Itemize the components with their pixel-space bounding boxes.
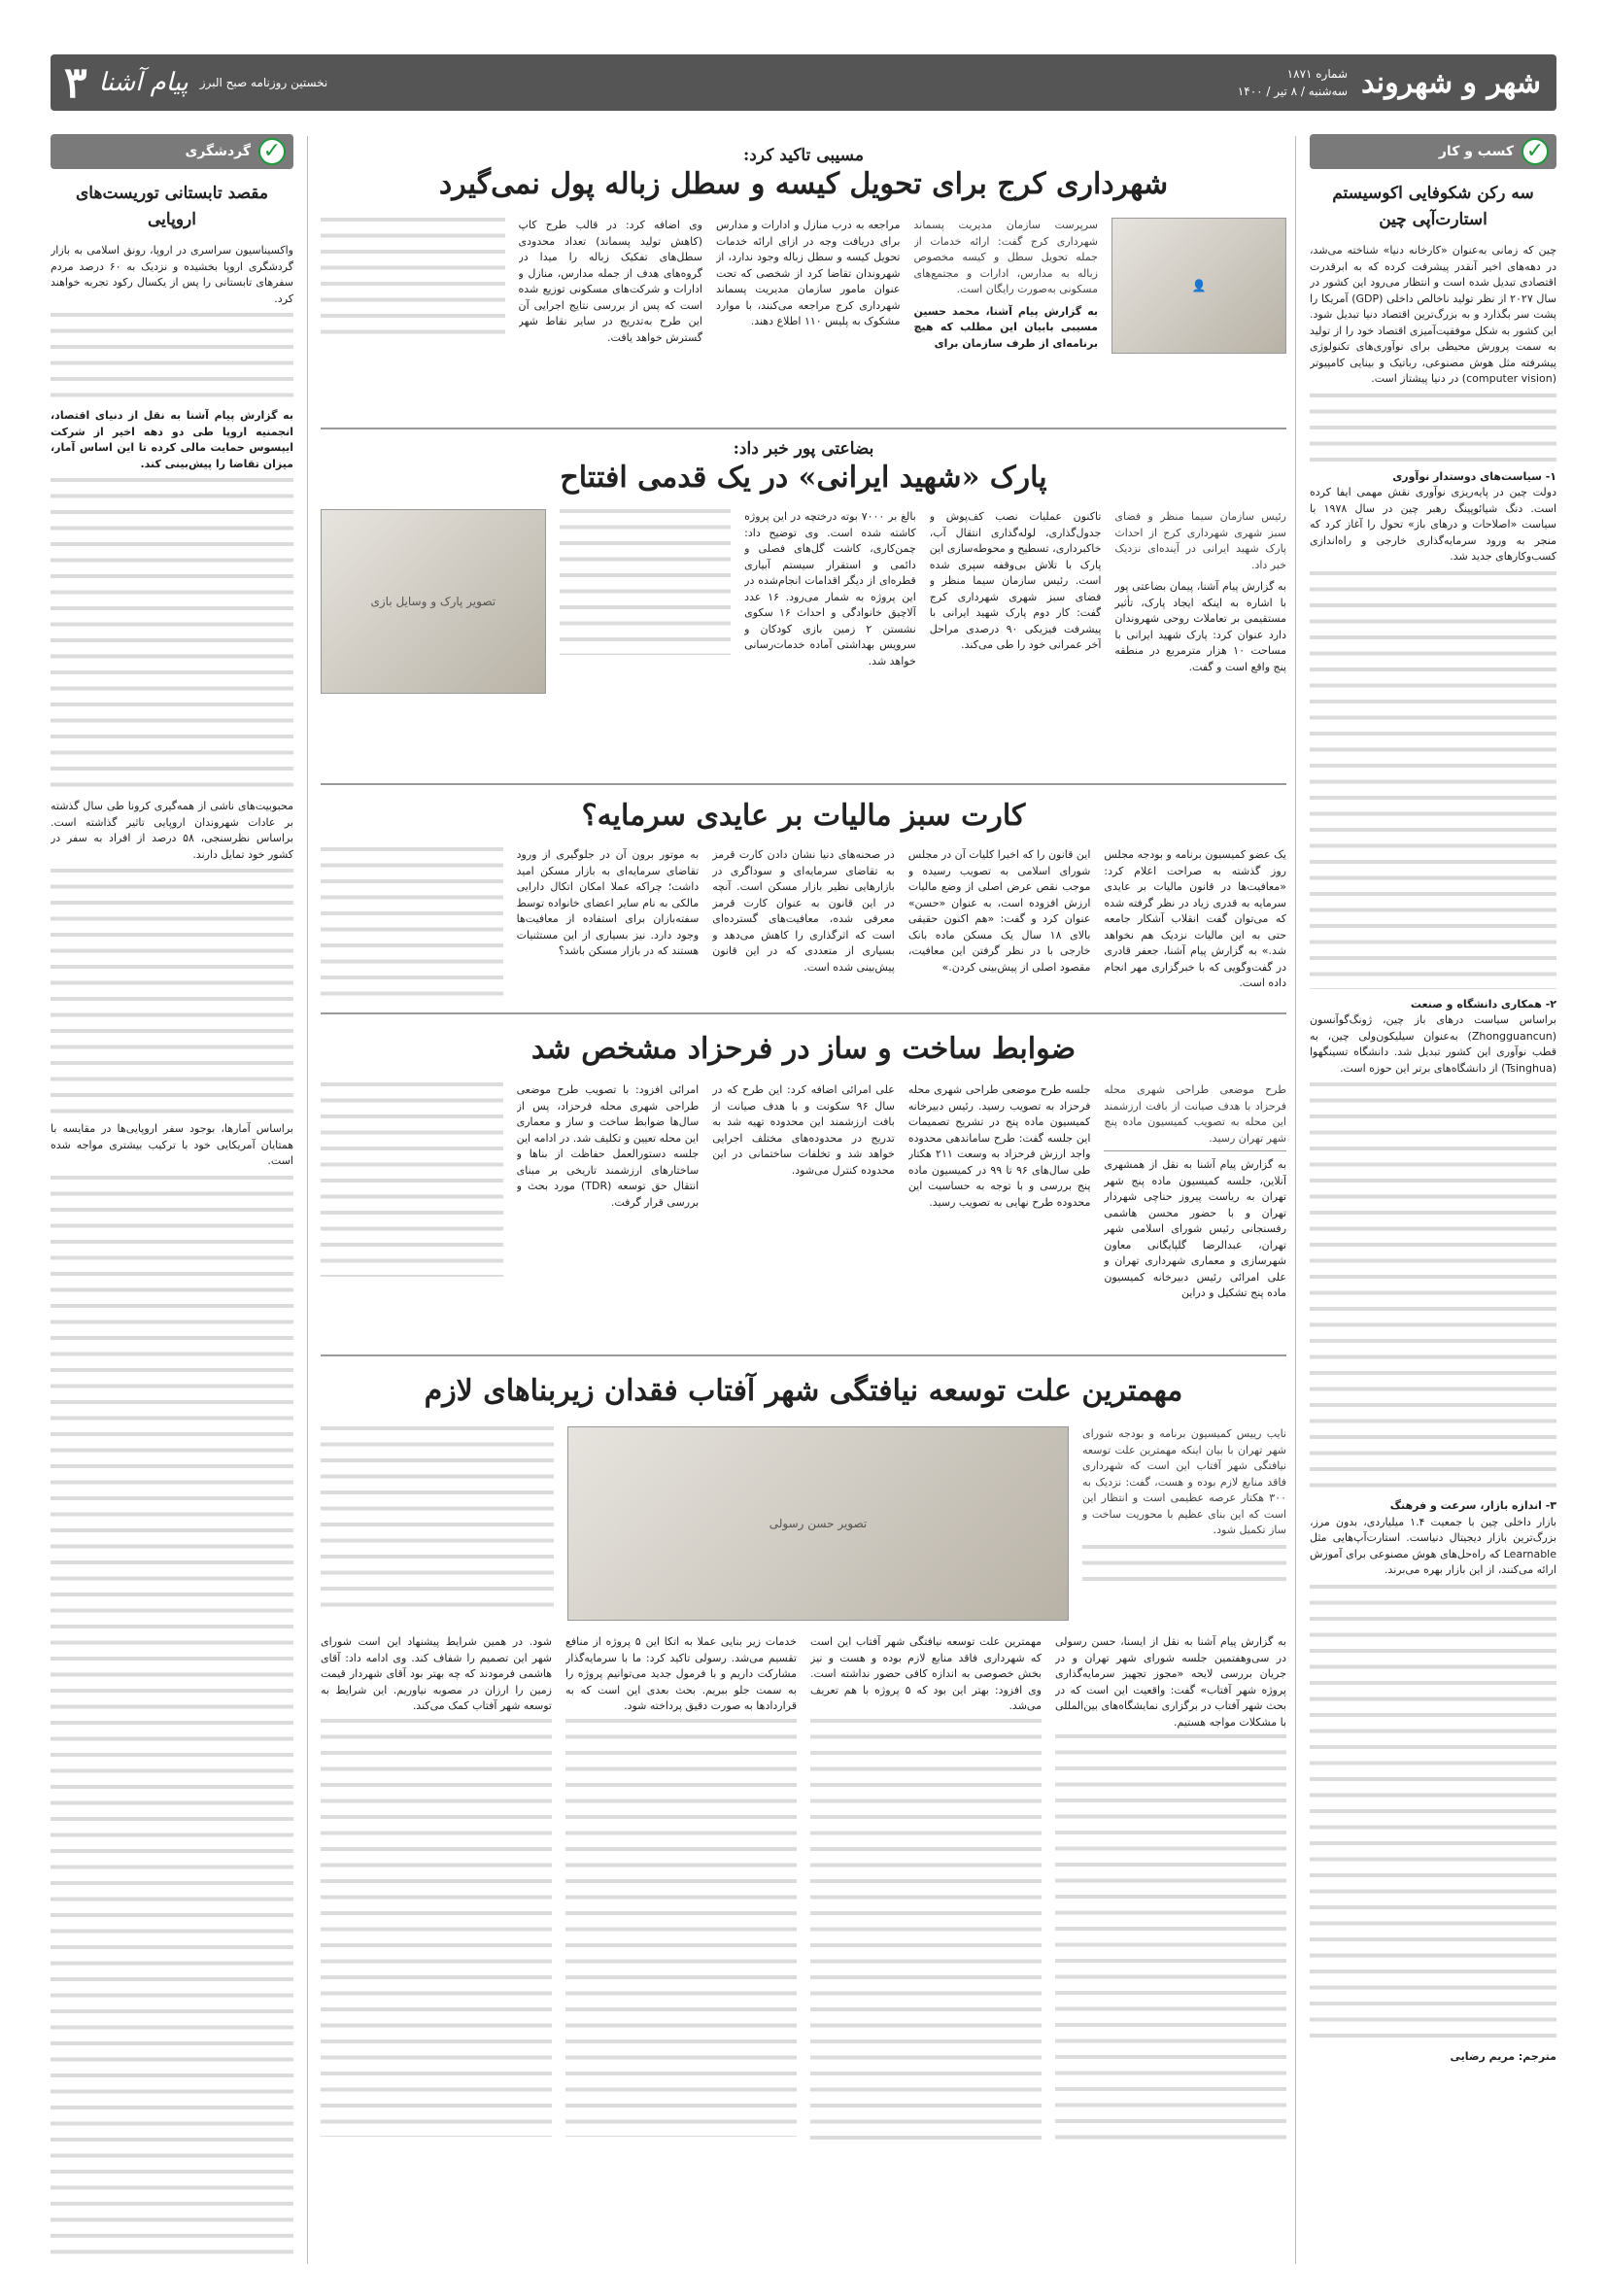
check-icon: ✓ bbox=[1522, 138, 1549, 165]
headline: مهمترین علت توسعه نیافتگی شهر آفتاب فقدان زیربناهای لازم bbox=[424, 1374, 1183, 1408]
masthead bbox=[51, 54, 1556, 111]
kicker: بضاعتی پور خبر داد: bbox=[733, 439, 874, 459]
kicker: مسیبی تاکید کرد: bbox=[743, 146, 864, 165]
translator-credit: مترجم: مریم رضایی bbox=[1450, 2049, 1556, 2063]
check-icon: ✓ bbox=[258, 138, 286, 165]
column-body: واکسیناسیون سراسری در اروپا، رونق اسلامی به بازار گردشگری اروپا بخشیده و نزدیک به ۶۰ درصد مردم سفرهای تابستانی را پس از یکسال رکود تجربه خواهند کرد. به گزارش پیام آشنا به نقل از دنیای اقتصاد، انجمنیه اروپا طی دو دهه اخیر از شرکت ایپسوس حمایت مالی کرده تا این اساس آمار، میزان تقاضا را پیش‌بینی کند. محبوبیت‌های ناشی از همه‌گیری کرونا طی سال گذشته بر عادات شهروندان اروپایی تاثیر گذاشته است. براساس نظرسنجی، ۵۸ درصد از افراد به سفر در کشور خود تمایل دارند. براساس آمارها، بوجود سفر اروپایی‌ها در مقایسه با همتایان آمریکایی خود با ترکیب بیشتری مواجه شده است. bbox=[51, 243, 293, 2262]
right-column bbox=[1310, 134, 1556, 2262]
section-bar-business: ✓ کسب و کار bbox=[1310, 134, 1556, 169]
left-column bbox=[51, 134, 293, 2262]
issue-info bbox=[1238, 65, 1348, 100]
story-shahr-aftab: مهمترین علت توسعه نیافتگی شهر آفتاب فقدان زیربناهای لازم نایب رییس کمیسیون برنامه و بودجه شورای شهر تهران با بیان اینکه مهمترین علت توسعه نیافتگی شهر آفتاب این است که شهرداری فاقد منابع لازم بوده و هست، گفت: نزدیک به ۳۰۰ هکتار عرصه عظیمی است و انتظار این است که این بنای عظیم با محوریت ساخت و ساز تکمیل شود. تصویر حسن رسولی به گزارش پیام آشنا به نقل از ایسنا، حسن رسولی در سی‌وهفتمین جلسه شورای شهر تهران و در جریان بررسی لایحه «مجوز تجهیز سرمایه‌گذاری پروژه شهر آفتاب» گفت: واقعیت این است که در بحث شهر آفتاب در برگزاری نمایشگاه‌های بین‌المللی با مشکلات مواجه هستیم. مهمترین علت توسعه نیافتگی شهر آفتاب این است که شهرداری فاقد منابع لازم بوده و هست و نیز بخش خصوصی به اندازه کافی حضور نداشته است. وی افزود: بهتر این بود که ۵ پروژه با هم تعریف می‌شد. خدمات زیر بنایی عملا به اتکا این ۵ پروژه از منافع تقسیم می‌شد. رسولی تاکید کرد: ما با سرمایه‌گذار مشارکت داریم و با فرمول جدید می‌توانیم پروژه را به سمت جلو ببریم. بحث بعدی این است که به قراردادها به صورت دقیق پرداخته شود. شود. در همین شرایط پیشنهاد این است شورای شهر این تصمیم را شفاف کند. وی ادامه داد: آقای هاشمی فرمودند که چه بهتر بود آقای شهردار قیمت زمین را ارزان در مصوبه نیاوریم. این شرایط به توسعه شهر آفتاب کمک می‌کند. bbox=[321, 1372, 1286, 2266]
paper-logo: پیام آشنا bbox=[98, 68, 188, 97]
headline: پارک «شهید ایرانی» در یک قدمی افتتاح bbox=[560, 461, 1047, 495]
story-capital-gains-tax: کارت سبز مالیات بر عایدی سرمایه؟ یک عضو کمیسیون برنامه و بودجه مجلس روز گذشته به صراحت اعلام کرد: «معافیت‌ها در قانون مالیات بر عایدی سرمایه به قدری زیاد در نظر گرفته شده که می‌توان گفت انقلاب آشکار جامعه حتی به این مالیات نزدیک هم نخواهد شد.» به گزارش پیام آشنا، جعفر قادری در گفت‌وگویی که با خبرگزاری مهر انجام داده است. این قانون را که اخیرا کلیات آن در مجلس شورای اسلامی به تصویب رسیده و موجب نقص عرض اصلی از وضع مالیات ارزش افزوده است، به عنوان «حسن» عنوان کرد و گفت: «هم اکنون حقیقی بالای ۱۸ سال یک مسکن ماده بانک خارجی با در نظر گرفتن این معافیت، مقصود اصلی از پیش‌بینی کردن.» در صحنه‌های دنیا نشان دادن کارت قرمز به تقاضای سرمایه‌ای و سوداگری در بازارهایی نظیر بازار مسکن است. آنچه در این قانون به عنوان کارت قرمز معرفی شده، معافیت‌های گسترده‌ای است که اثرگذاری را کاهش می‌دهد و بسیاری از متعددی که در این قانون پیش‌بینی شده است. به موتور برون آن در جلوگیری از ورود تقاضای سرمایه‌ای به بازار مسکن امید داشت؛ چراکه عملا امکان اتکال دارایی مالکی به نام سایر اعضای خانواده توسط سفته‌بازان برای استفاده از معافیت‌ها وجود دارد. نیز بسیاری از این مستثنیات هستند که در بازار مسکن باشد؟ bbox=[321, 797, 1286, 1088]
story-karaj-waste: مسیبی تاکید کرد: شهرداری کرج برای تحویل کیسه و سطل زباله پول نمی‌گیرد 👤 سرپرست سازمان مدیریت پسماند شهرداری کرج گفت: ارائه خدمات از جمله تحویل سطل و کیسه مخصوص زباله به مدارس، ادارات و مجتمع‌های مسکونی به‌صورت رایگان است. به گزارش پیام آشنا، محمد حسین مسیبی بابیان این مطلب که هیچ برنامه‌ای از طرف سازمان برای مراجعه به درب منازل و ادارات و مدارس برای دریافت وجه در ازای ارائه خدمات تحویل کیسه و سطل زباله وجود ندارد، از شهروندان تقاضا کرد از شخصی که تحت عنوان مامور سازمان مدیریت پسماند شهرداری کرج مراجعه می‌کنند، با موارد مشکوک به پلیس ۱۱۰ اطلاع دهند. وی اضافه کرد: در قالب طرح کاپ (کاهش تولید پسماند) تعداد محدودی سطل‌های تفکیک زباله را میدا در گروه‌های هدف از جمله مدارس، منازل و ادارات و شرکت‌های مسکونی توزیع شده است که پس از بررسی نتایج اجرایی آن این طرح به‌تدریج در سایر نقاط شهر گسترش خواهد یافت. bbox=[321, 146, 1286, 437]
portrait-photo: 👤 bbox=[1111, 218, 1286, 354]
story-farahzad: ضوابط ساخت و ساز در فرحزاد مشخص شد طرح موضعی طراحی شهری محله فرحزاد با هدف صیانت از بافت ارزشمند این محله به تصویب کمیسیون ماده پنج شهر تهران رسید. به گزارش پیام آشنا به نقل از همشهری آنلاین، جلسه کمیسیون ماده پنج شهر تهران به ریاست پیروز حناچی شهردار تهران و با حضور محسن هاشمی رفسنجانی رئیس شورای اسلامی شهر تهران، عبدالرضا گلپایگانی معاون شهرسازی و معماری شهرداری تهران و علی امرائی رئیس دبیرخانه کمیسیون ماده پنج تشکیل و دراین جلسه طرح موضعی طراحی شهری محله فرحزاد به تصویب رسید. رئیس دبیرخانه کمیسیون ماده پنج در تشریح تصمیمات این جلسه گفت: طرح ساماندهی محدوده واجد ارزش فرحزاد به وسعت ۲۱۱ هکتار طی سال‌های ۹۶ تا ۹۹ در کمیسیون ماده پنج بررسی و با توجه به حساسیت این محدوده طرح نهایی به تصویب رسید. علی امرائی اضافه کرد: این طرح که در سال ۹۶ سکونت و با هدف صیانت از بافت ارزشمند این محدوده تهیه شد به تدریج در محدوده‌های مختلف اجرایی خواهد شد و تخلفات ساختمانی در این محدوده کنترل می‌شود. امرائی افزود: با تصویب طرح موضعی طراحی شهری محله فرحزاد، پس از سال‌ها ضوابط ساخت و ساز و معماری این محله تعیین و تکلیف شد. در ادامه این جلسه دستورالعمل حفاظت از بناها و ساختارهای ارزشمند تاریخی بر مبنای انتقال حق توسعه (TDR) مورد بحث و بررسی قرار گرفت. bbox=[321, 1030, 1286, 1341]
column-title: مقصد تابستانی توریست‌های اروپایی bbox=[76, 184, 268, 229]
story-park: بضاعتی پور خبر داد: پارک «شهید ایرانی» در یک قدمی افتتاح رئیس سازمان سیما منظر و فضای سبز شهری شهرداری کرج از احداث پارک شهید ایرانی در آینده‌ای نزدیک خبر داد. به گزارش پیام آشنا، پیمان بضاعتی پور با اشاره به اینکه ایجاد پارک، تأثیر مستقیمی بر تعاملات روحی شهروندان دارد عنوان کرد: پارک شهید ایرانی با مساحت ۱۰ هزار مترمربع در منطقه پنج واقع است و گفت. تاکنون عملیات نصب کف‌پوش و جدول‌گذاری، لوله‌گذاری انتقال آب، خاکبرداری، تسطیح و محوطه‌سازی این پارک با تلاش بی‌وقفه سپری شده است. رئیس سازمان سیما منظر و فضای سبز شهری شهرداری کرج گفت: کار دوم پارک شهید ایرانی با پیشرفت فیزیکی ۹۰ درصدی مراحل آخر عمرانی خود را طی می‌کند. بالغ بر ۷۰۰۰ بوته درختچه در این پروژه کاشته شده است. وی توضیح داد: چمن‌کاری، کاشت گل‌های فصلی و دائمی و استقرار سیستم آبیاری قطره‌ای از دیگر اقدامات انجام‌شده در این پروژه به شمار می‌رود. ۱۶ عدد آلاچیق خانوادگی و احداث ۱۶ سکوی نشستن ۲ زمین بازی کودکان و سرویس بهداشتی آماده خدمات‌رسانی خواهد شد. تصویر پارک و وسایل بازی bbox=[321, 439, 1286, 779]
section-title: شهر و شهروند bbox=[1361, 65, 1541, 100]
section-bar-tourism: ✓ گردشگری bbox=[51, 134, 293, 169]
column-title: سه رکن شکوفایی اکوسیستم استارت‌آپی چین bbox=[1332, 184, 1534, 229]
lead: نایب رییس کمیسیون برنامه و بودجه شورای شهر تهران با بیان اینکه مهمترین علت توسعه نیافتگی شهر آفتاب این است که شهرداری فاقد منابع لازم بوده و هست، گفت: نزدیک به ۳۰۰ هکتار عرصه عظیمی است و انتظار این است که این بنای عظیم با محوریت ساخت و ساز تکمیل شود. bbox=[1082, 1427, 1286, 1536]
park-photo: تصویر پارک و وسایل بازی bbox=[321, 509, 546, 694]
headline: ضوابط ساخت و ساز در فرحزاد مشخص شد bbox=[530, 1032, 1077, 1066]
tagline: نخستین روزنامه صبح البرز bbox=[199, 76, 328, 89]
rasouli-photo: تصویر حسن رسولی bbox=[567, 1426, 1069, 1621]
page-number: ۳ bbox=[64, 57, 87, 108]
issue-date: سه‌شنبه / ۸ تیر / ۱۴۰۰ bbox=[1237, 85, 1348, 98]
lead: طرح موضعی طراحی شهری محله فرحزاد با هدف صیانت از بافت ارزشمند این محله به تصویب کمیسیون ماده پنج شهر تهران رسید. bbox=[1104, 1082, 1286, 1151]
lead: رئیس سازمان سیما منظر و فضای سبز شهری شهرداری کرج از احداث پارک شهید ایرانی در آینده‌ای نزدیک خبر داد. bbox=[1114, 510, 1286, 571]
issue-number: شماره ۱۸۷۱ bbox=[1286, 67, 1348, 81]
headline: شهرداری کرج برای تحویل کیسه و سطل زباله پول نمی‌گیرد bbox=[438, 167, 1169, 201]
lead: سرپرست سازمان مدیریت پسماند شهرداری کرج گفت: ارائه خدمات از جمله تحویل سطل و کیسه مخصوص زباله به مدارس، ادارات و مجتمع‌های مسکونی به‌صورت رایگان است. bbox=[913, 219, 1098, 295]
column-body: چین که زمانی به‌عنوان «کارخانه دنیا» شناخته می‌شد، در دهه‌های اخیر آنقدر پیشرفت کرده که به ابرقدرت اقتصادی تبدیل شده است و انتظار می‌رود این کشور در سال ۲۰۲۷ از نظر تولید ناخالص داخلی (GDP) آمریکا را پشت سر بگذارد و به بزرگ‌ترین اقتصاد دنیا تبدیل شود. این کشور به شکل موفقیت‌آمیزی اقتصاد خود را از تولید به سمت پرورش محیطی برای نوآوری‌های تکنولوژی پیشرفته مثل هوش مصنوعی، رباتیک و بینایی کامپیوتر (computer vision) در دنیا پیشتاز است. ۱- سیاست‌های دوستدار نوآوری دولت چین در پایه‌ریزی نوآوری نقش مهمی ایفا کرده است. دنگ شیائوپینگ رهبر چین در سال ۱۹۷۸ با سیاست «اصلاحات و درهای باز» تحول را آغاز کرد که منجر به ورود سرمایه‌گذاری خارجی و راه‌اندازی کسب‌وکارهای جدید شد. ۲- همکاری دانشگاه و صنعت براساس سیاست درهای باز چین، ژونگ‌گوآنسون (Zhongguancun) به‌عنوان سیلیکون‌ولی چین، به قطب نوآوری این کشور تبدیل شد. دانشگاه تسینگهوا (Tsinghua) از دانشگاه‌های برتر این حوزه است. ۳- اندازه بازار، سرعت و فرهنگ بازار داخلی چین با جمعیت ۱.۴ میلیاردی، بدون مرز، بزرگ‌ترین بازار دیجیتال دنیاست. استارت‌آپ‌هایی مثل Learnable که راه‌حل‌های هوش مصنوعی برای آموزش ارائه می‌کنند، از این بازار بهره می‌برند. مترجم: مریم رضایی bbox=[1310, 243, 1556, 2065]
headline: کارت سبز مالیات بر عایدی سرمایه؟ bbox=[581, 799, 1026, 833]
